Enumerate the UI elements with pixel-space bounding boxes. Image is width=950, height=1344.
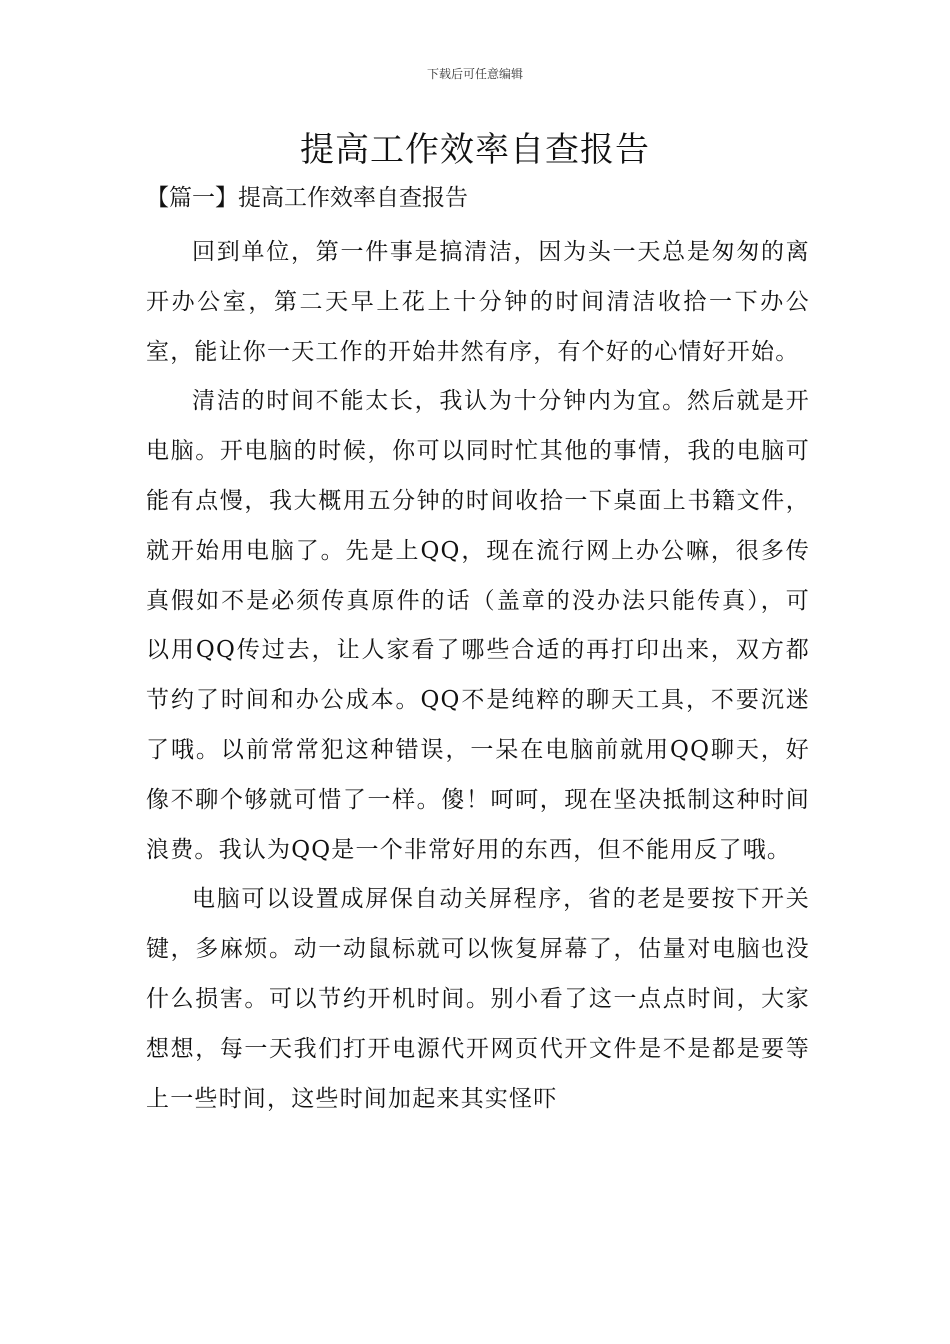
paragraph-2: 清洁的时间不能太长，我认为十分钟内为宜。然后就是开电脑。开电脑的时候，你可以同时忙其他的事情，我的电脑可能有点慢，我大概用五分钟的时间收拾一下桌面上书籍文件，就开始用电脑了。先是上QQ，现在流行网上办公嘛，很多传真假如不是必须传真原件的话（盖章的没办法只能传真），可以用QQ传过去，让人家看了哪些合适的再打印出来，双方都节约了时间和办公成本。QQ不是纯粹的聊天工具，不要沉迷了哦。以前常常犯这种错误，一呆在电脑前就用QQ聊天，好像不聊个够就可惜了一样。傻！呵呵，现在坚决抵制这种时间浪费。我认为QQ是一个非常好用的东西，但不能用反了哦。	[146, 388, 810, 863]
section-heading: 【篇一】提高工作效率自查报告	[146, 185, 468, 211]
paragraph-1: 回到单位，第一件事是搞清洁，因为头一天总是匆匆的离开办公室，第二天早上花上十分钟的时间清洁收拾一下办公室，能让你一天工作的开始井然有序，有个好的心情好开始。	[146, 239, 810, 365]
document-title: 提高工作效率自查报告	[300, 130, 650, 170]
paragraph-3: 电脑可以设置成屏保自动关屏程序，省的老是要按下开关键，多麻烦。动一动鼠标就可以恢复屏幕了，估量对电脑也没什么损害。可以节约开机时间。别小看了这一点点时间，大家想想，每一天我们打开电源代开网页代开文件是不是都是要等上一些时间，这些时间加起来其实怪吓	[146, 886, 810, 1112]
document-body	[146, 228, 810, 1124]
header-note: 下载后可任意编辑	[426, 67, 523, 81]
